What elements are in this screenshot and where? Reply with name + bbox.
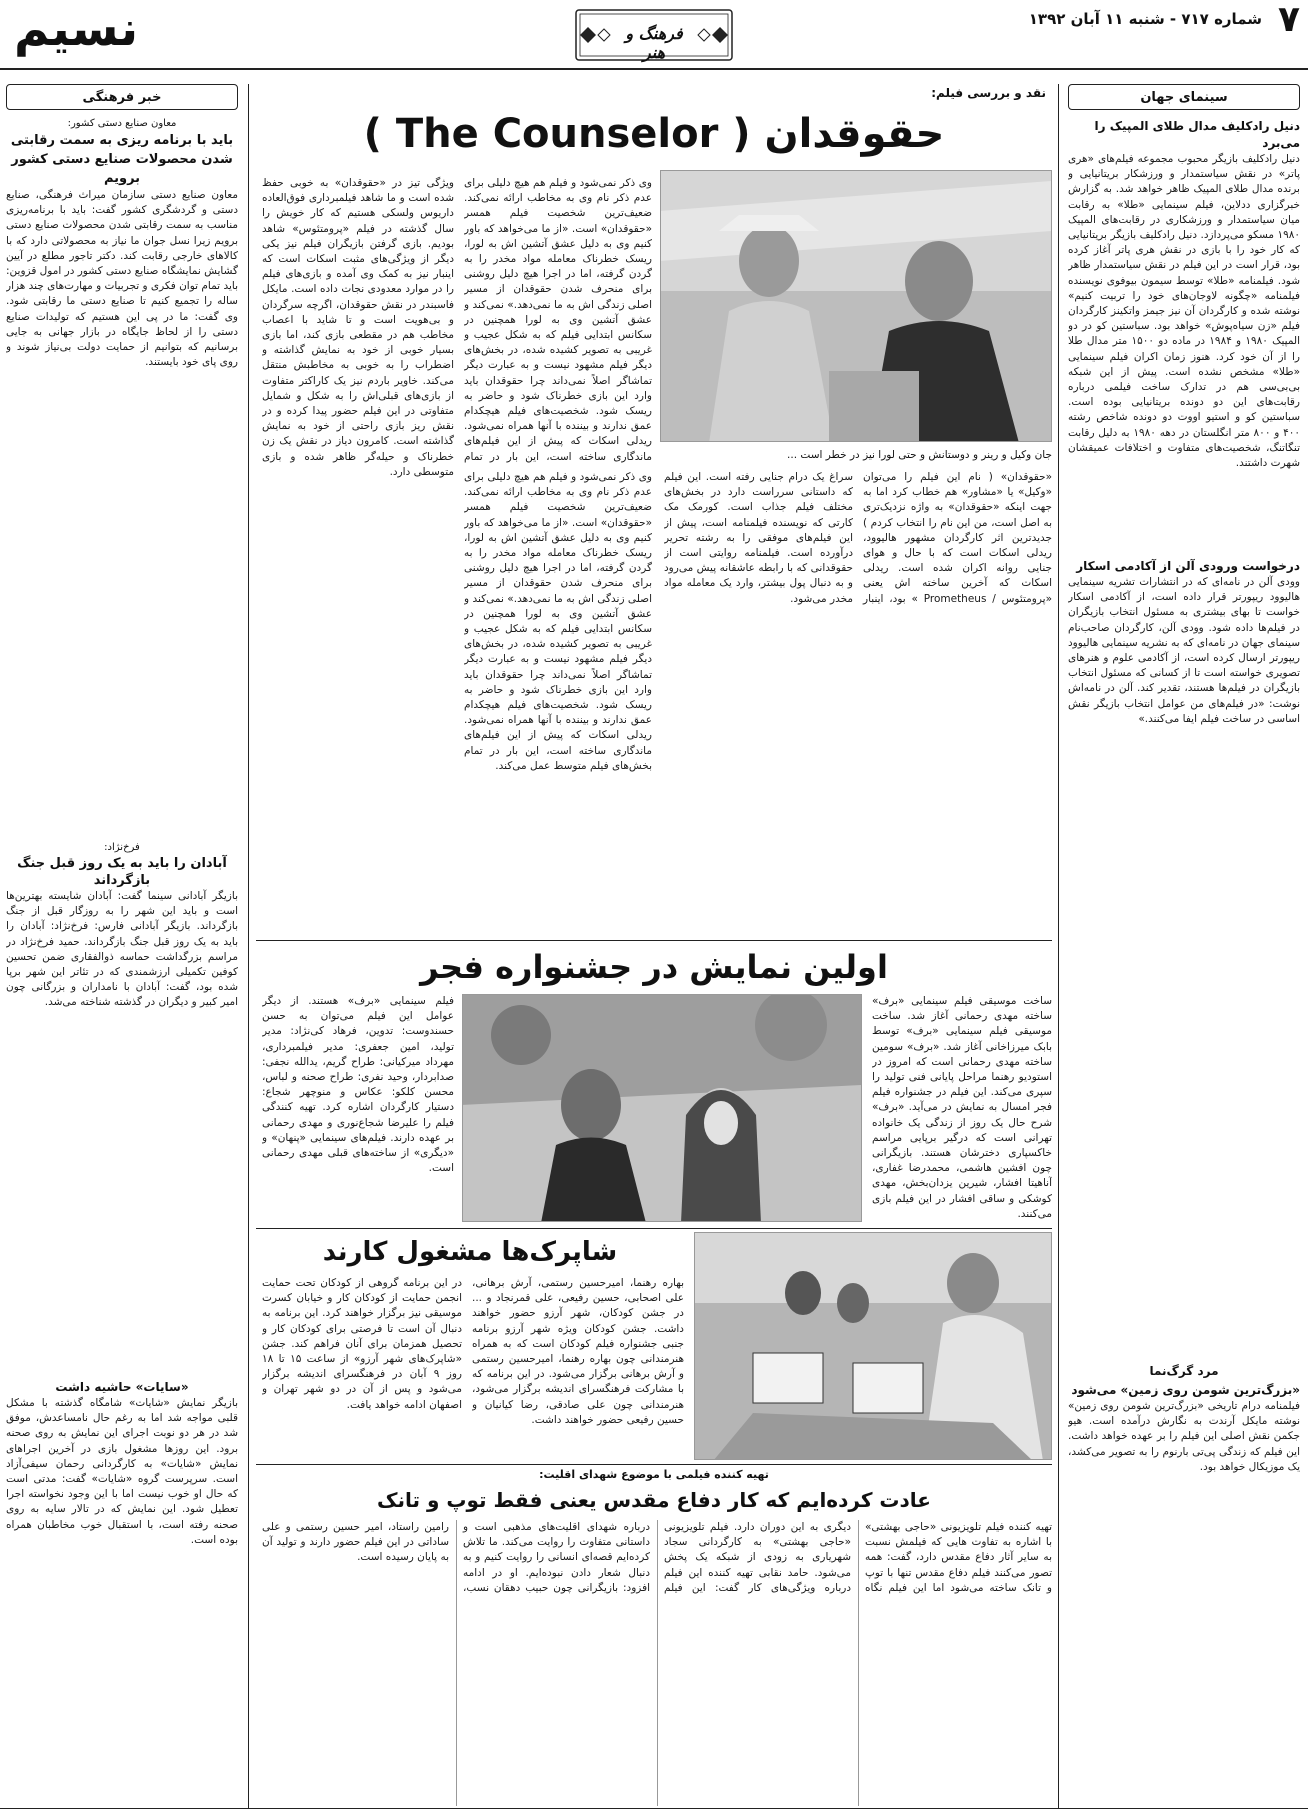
story-kicker: فرخ‌نژاد: (104, 842, 140, 853)
children-drawing-icon (694, 1233, 1051, 1460)
story-headline: «سایات» حاشیه داشت (55, 1380, 189, 1394)
kids-headline: شاپرک‌ها مشغول کارند (322, 1237, 618, 1267)
section-title: فرهنگ و هنر (625, 24, 683, 62)
story-body: بازیگر نمایش «شایات» شامگاه گذشته با مشکل قلبی مواجه شد اما به رغم حال نامساعدش، موفق شد در هر دو نوبت اجرای این نمایش به روی صحنه برود. این روزها مشغول بازی در آخرین اجراهای نمایش «شایات» به کارگردانی رحمان سیفی‌آزاد است. سرپرست گروه «شایات» گفت: مدتی است که حال او خوب نیست اما با این وجود نخواسته اجرا تعطیل شود. این نمایش که در تالار سایه به روی صحنه رفته است، با استقبال خوب مخاطبان همراه بوده است. (6, 1397, 238, 1546)
fajr-body-right: ساخت موسیقی فیلم سینمایی «برف» ساخته مهدی رحمانی آغاز شد. ساخت موسیقی فیلم سینمایی «برف» توسط بابک میرزاخانی آغاز شد. «برف» سومین ساخته مهدی رحمانی است که امروز در استودیو رهنما مراحل پایانی فنی تولید را سپری می‌کند. این فیلم در جشنواره فیلم فجر امسال به نمایش در می‌آید. «برف» شرح حال یک روز از زندگی یک خانواده تهرانی است که درگیر برپایی مراسم خاکسپاری دخترشان هستند. بازیگرانی چون افشین هاشمی، محمدرضا غفاری، آناهیتا افشار، شیرین یزدان‌بخش، مهدی کوشکی و ساقی افشار در این فیلم بازی می‌کنند. (872, 995, 1052, 1220)
fajr-headline: اولین نمایش در جشنواره فجر (420, 948, 888, 986)
story-headline: دنیل رادکلیف مدال طلای المپیک را می‌برد (1094, 119, 1300, 150)
column-header-cultural-news: خبر فرهنگی (6, 84, 238, 110)
story-body: بازیگر آبادانی سینما گفت: آبادان شایسته بهترین‌ها است و باید این شهر را به روزگار قبل از جنگ بازگرداند. بازیگر آبادانی فارس: فرخ‌نژاد: آبادان را باید به یک روز قبل جنگ بازگرداند. حمید فرخ‌نژاد در مراسم بزرگداشت حماسه ذوالفقاری ضمن تحسین کوفین تکمیلی ارزشمندی که در تئاتر این شهر برپا شده بود، گفت: آبادان با نامداران و بزرگانی چون امیر کبیر و دیگران در گذشته شناخته می‌شد. (6, 890, 238, 1009)
story-subheadline: «بزرگ‌ترین شومن روی زمین» می‌شود (1071, 1383, 1300, 1397)
film-still-icon (660, 171, 1051, 442)
story-body: وودی آلن در نامه‌ای که در انتشارات تشریه سینمایی هالیوود ریپورتر قرار داده است، از آکادمی اسکار خواست تا بهای بیشتری به مسئول انتخاب بازیگران در فیلم‌ها داده شود. وودی آلن، کارگردان صاحب‌نام سینمای جهان در نامه‌ای که به نشریه سینمایی هالیوود ریپورتر ارسال کرده است، از آکادمی علوم و هنرهای تصویری خواسته است تا از کسانی که مسئول انتخاب بازیگران در فیلم‌ها هستند، تقدیر کند. آلن در نامه‌اش نوشت: «در فیلم‌های من عوامل انتخاب بازیگر نقش اساسی در ساخت فیلم ایفا می‌کنند.» (1068, 576, 1300, 725)
story-headline: درخواست ورودی آلن از آکادمی اسکار (1076, 559, 1300, 573)
story-body: دنیل رادکلیف بازیگر محبوب مجموعه فیلم‌های «هری پاتر» در نقش سیاستمدار و ورزشکار بریتانیایی و برنده مدال طلای المپیک ظاهر خواهد شد. به گزارش خبرگزاری ددلاین، فیلم سینمایی «طلا» به رقابت میان سیاستمدار و ورزشکاری در رقابت‌های المپیک ۱۹۸۰ مسکو می‌پردازد. دنیل رادکلیف بازیگر بریتانیایی که کار خود را با بازی در نقش هری پاتر آغاز کرده بود، قرار است در این فیلم در نقش سیاستمدار ظاهر شود. فیلمنامه «طلا» توسط سیمون بیوفوی نویسنده فیلمنامه «چگونه لاوجان‌های خود را تربیت کنیم» نوشته شده و کارگردان آن نیز جیمز واتکینز کارگردان فیلم «زن سیاه‌پوش» خواهد بود. سباستین کو در دو المپیک ۱۹۸۰ و ۱۹۸۴ در ماده دو ۱۵۰۰ متر مدال طلا را از آن خود کرد. هنوز زمان اکران فیلم سینمایی «طلا» مشخص نشده است. پیش از این شبکه بی‌بی‌سی هم در تدارک ساخت فیلمی درباره رقابت‌های این دو دونده بریتانیایی بوده است. سباستین کو و استیو اووت دو دونده شاخص رشته ۴۰۰ و ۸۰۰ متر انگلستان در دهه ۱۹۸۰ به دلیل رقابت تنگاتنگ، شخصیت‌های متفاوت و اختلافات عمیقشان شهرت داشتند. (1068, 153, 1300, 470)
cultural-news-column (6, 118, 238, 1808)
section-badge (574, 8, 734, 62)
issue-line: شماره ۷۱۷ - شنبه ۱۱ آبان ۱۳۹۲ (1028, 10, 1262, 28)
kids-body-right: بهاره رهنما، امیرحسین رستمی، آرش برهانی، علی اصحابی، حسین رفیعی، علی قمرنجاد و ... در جشن کودکان، شهر آرزو حضور خواهند داشت. جشن کودکان ویژه شهر آرزو برنامه جنبی جشنواره فیلم کودکان است که به همراه هنرمندانی چون بهاره رهنما، امیرحسین رستمی و آرش برهانی برگزار می‌شود. در این برنامه که با مشارکت فرهنگسرای اندیشه برگزار می‌شود، هنرمندانی چون علی صادقی، رضا کیانیان و حسین رفیعی حضور خواهند داشت. (472, 1277, 684, 1426)
kids-body-left: در این برنامه گروهی از کودکان تحت حمایت انجمن حمایت از کودکان کار و خیابان کسرت موسیقی نیز برگزار خواهند کرد. این برنامه به دنبال آن است تا فرصتی برای کودکان کار و تحصیل همزمان برای آنان فراهم کند. جشن «شاپرک‌های شهر آرزو» از ساعت ۱۵ تا ۱۸ روز ۹ آبان در فرهنگسرای اندیشه برگزار می‌شود و پس از آن در دو شهر تهران و اصفهان ادامه خواهد یافت. (262, 1277, 462, 1411)
newspaper-logo: نسیم (14, 1, 139, 57)
defense-kicker: تهیه کننده فیلمی با موضوع شهدای اقلیت: (539, 1468, 769, 1481)
main-article-kicker: نقد و بررسی فیلم: (931, 86, 1046, 100)
article-column: ویژگی تیز در «حقوقدان» به خوبی حفظ شده است و ما شاهد فیلمبرداری فوق‌العاده داریوس ولسکی هستیم که کار خویش را سال گذشته در فیلم «پرومتئوس» شاهد بودیم. بازی گرفتن بازیگران فیلم نیز یکی دیگر از ویژگی‌های مثبت اسکات است که اینبار نیز به کمک وی آمده و بازی‌های فیلم را در موارد معدودی نجات داده است. مایکل فاسبندر در نقش حقوقدان، اگرچه سرگردان و بی‌هویت است و تا شاید با اعصاب مخاطب هم در مقطعی بازی کند، اما بازی بسیار خوبی از خود به نمایش گذاشته و اضطراب را به خوبی به مخاطبش منتقل می‌کند. خاویر باردم نیز یک کاراکتر متفاوت از بازی‌های قبلی‌اش را به شکل و شمایل متفاوتی در این فیلم حضور پیدا کرده و در نقش ریز بازی راحتی از خود به نمایش گذاشته است. کامرون دیاز در نقش یک زن خطرناک و حیله‌گر ظاهر شده و بازی متوسطی دارد. (262, 177, 454, 478)
column-header-world-cinema: سینمای جهان (1068, 84, 1300, 110)
article-column: وی ذکر نمی‌شود و فیلم هم هیچ دلیلی برای عدم ذکر نام وی به مخاطب ارائه نمی‌کند. ضعیف‌ترین شخصیت فیلم همسر «حقوقدان» است. «از ما می‌خواهد که باور کنیم وی به دلیل عشق آتشین اش به لورا، ریسک خطرناک معامله مواد مخدر را به گردن گرفته، اما در اجرا هیچ دلیل روشنی برای منحرف شدن حقوقدان از مسیر اصلی زندگی اش به ما نمی‌دهد.» نمی‌کند و عشق آتشین وی به لورا همچنین در سکانس ابتدایی فیلم که به شکل عجیب و غریبی به تصویر کشیده شده، در بخش‌های دیگر فیلم مشهود نیست و به عبارت دیگر تماشاگر اصلاً نمی‌داند چرا حقوقدان باید وارد این بازی خطرناک شود و حاضر به ریسک شود. شخصیت‌های فیلم هیچکدام عمق ندارند و بیننده با آنها همراه نمی‌شود. ریدلی اسکات که پیش از این فیلم‌های ماندگاری ساخته است، این بار در تمام بخش‌های فیلم متوسط عمل می‌کند. (464, 471, 652, 772)
world-cinema-column (1068, 118, 1300, 1808)
masthead (0, 0, 1308, 78)
article-column: «حقوقدان» ( نام این فیلم را می‌توان «وکیل» یا «مشاور» هم خطاب کرد اما به جهت اینکه «حقوقدان» به واژه نزدیک‌تری به اصل است، من این نام را انتخاب کردم ) جدیدترین اثر کارگردان مشهور هالیوود، ریدلی اسکات است که با حال و هوای جنایی روانه اکران شده است. ریدلی اسکات که آخرین ساخته اش یعنی «پرومتئوس / Prometheus » بود، اینبار سراغ یک درام جنایی رفته است. این فیلم که داستانی سرراست دارد در بخش‌های مختلف فیلم جذاب است. کورمک مک کارتی که نویسنده فیلمنامه است، پیش از این فیلم‌های موفقی را به رشته تحریر درآورده است. فیلمنامه روایتی است از حقوقدانی که با رابطه عاشقانه پیش می‌رود و به دنبال پول بیشتر، وارد یک معامله مواد مخدر می‌شود. (664, 471, 1052, 605)
photo-caption: جان وکیل و رینر و دوستانش و حتی لورا نیز در خطر است ... (787, 449, 1052, 461)
fajr-body-left: فیلم سینمایی «برف» هستند. از دیگر عوامل این فیلم می‌توان به حسن حسندوست: تدوین، فرهاد کی‌نژاد: مدیر تولید، امین جعفری: مدیر فیلمبرداری، مهرداد میرکیانی: طراح گریم، یدالله نجفی: صدابردار، وحید نفری: طراح صحنه و لباس، محسن کلکو: عکاس و منوچهر شجاع: دستیار کارگردان اشاره کرد. تهیه کنندگی فیلم را علیرضا شجاع‌نوری و مهدی رحمانی بر عهده دارند. فیلم‌های سینمایی «پنهان» و «دیگری» از ساخته‌های قبلی مهدی رحمانی است. (262, 995, 454, 1175)
defense-body: تهیه کننده فیلم تلویزیونی «حاجی بهشتی» با اشاره به تفاوت هایی که فیلمش نسبت به سایر آثار دفاع مقدس دارد، گفت: همه تصور می‌کنند فیلم دفاع مقدس تنها با توپ و تانک ساخته می‌شود اما این فیلم نگاه دیگری به این دوران دارد. فیلم تلویزیونی «حاجی بهشتی» به کارگردانی سجاد شهریاری به زودی از شبکه یک پخش می‌شود. حامد نقابی تهیه کننده این فیلم درباره ویژگی‌های کار گفت: این فیلم درباره شهدای اقلیت‌های مذهبی است و داستانی متفاوت را روایت می‌کند. ما تلاش کرده‌ایم قصه‌ای انسانی را روایت کنیم و به دنبال شعار دادن نبوده‌ایم. او در ادامه افزود: بازیگرانی چون حبیب دهقان نسب، رامین راستاد، امیر حسین رستمی و علی ساداتی در این فیلم حضور دارند و تولید آن به پایان رسیده است. (262, 1521, 1052, 1594)
defense-headline: عادت کرده‌ایم که کار دفاع مقدس یعنی فقط توپ و تانک (377, 1488, 931, 1512)
story-headline: باید با برنامه ریزی به سمت رقابتی شدن محصولات صنایع دستی کشور برویم (10, 133, 234, 186)
story-body: فیلمنامه درام تاریخی «بزرگ‌ترین شومن روی زمین» نوشته مایکل آرندت به نگارش درآمده است. هیو جکمن نقش اصلی این فیلم را بر عهده خواهد داشت. این فیلم که زندگی پی‌تی بارنوم را به تصویر می‌کشد، یک موزیکال خواهد بود. (1068, 1400, 1300, 1473)
story-kicker: معاون صنایع دستی کشور: (67, 118, 177, 129)
story-headline: مرد گرگ‌نما (1149, 1364, 1219, 1378)
barf-film-photo (462, 994, 862, 1222)
story-body: معاون صنایع دستی سازمان میراث فرهنگی، صنایع دستی و گردشگری کشور گفت: باید با برنامه‌ریزی مناسب به سمت رقابتی شدن محصولات صنایع دستی برویم زیرا نسل جوان ما نیاز به محصولاتی دارد که با کالاهای خارجی رقابت کند. دکتر تاجور مطلع در آیین گشایش نمایشگاه صنایع دستی کشور در امول قزوین: باید تمام توان فکری و تجربیات و مهارت‌های چند هزار ساله را تجمیع کنیم تا صنایع دستی ما رقابتی شود. وی گفت: ما در پی این هستیم که تولیدات صنایع دستی را از لحاظ جایگاه در بازار جهانی به جایی برسانیم که بتوانیم از حمایت دولت بی‌نیاز شوند و روی پای خود بایستند. (6, 189, 238, 369)
main-article-headline: حقوقدان ( The Counselor ) (363, 111, 945, 157)
page-number: ۷ (1278, 0, 1300, 40)
article-column: وی ذکر نمی‌شود و فیلم هم هیچ دلیلی برای عدم ذکر نام وی به مخاطب ارائه نمی‌کند. ضعیف‌ترین شخصیت فیلم همسر «حقوقدان» است. «از ما می‌خواهد که باور کنیم وی به دلیل عشق آتشین اش به لورا، ریسک خطرناک معامله مواد مخدر را به گردن گرفته، اما در اجرا هیچ دلیل روشنی برای منحرف شدن حقوقدان از مسیر اصلی زندگی اش به ما نمی‌دهد.» نمی‌کند و عشق آتشین وی به لورا همچنین در سکانس ابتدایی فیلم که به شکل عجیب و غریبی به تصویر کشیده شده، در بخش‌های دیگر فیلم مشهود نیست و به عبارت دیگر تماشاگر اصلاً نمی‌داند چرا حقوقدان باید وارد این بازی خطرناک شود و حاضر به ریسک شود. شخصیت‌های فیلم هیچکدام عمق ندارند و بیننده با آنها همراه نمی‌شود. ریدلی اسکات که پیش از این فیلم‌های ماندگاری ساخته است، این بار در تمام (464, 177, 652, 463)
film-still-icon (462, 995, 861, 1222)
counselor-film-photo (660, 170, 1052, 442)
kids-photo (694, 1232, 1052, 1460)
story-headline: آبادان را باید به یک روز قبل جنگ بازگرداند (17, 856, 227, 888)
